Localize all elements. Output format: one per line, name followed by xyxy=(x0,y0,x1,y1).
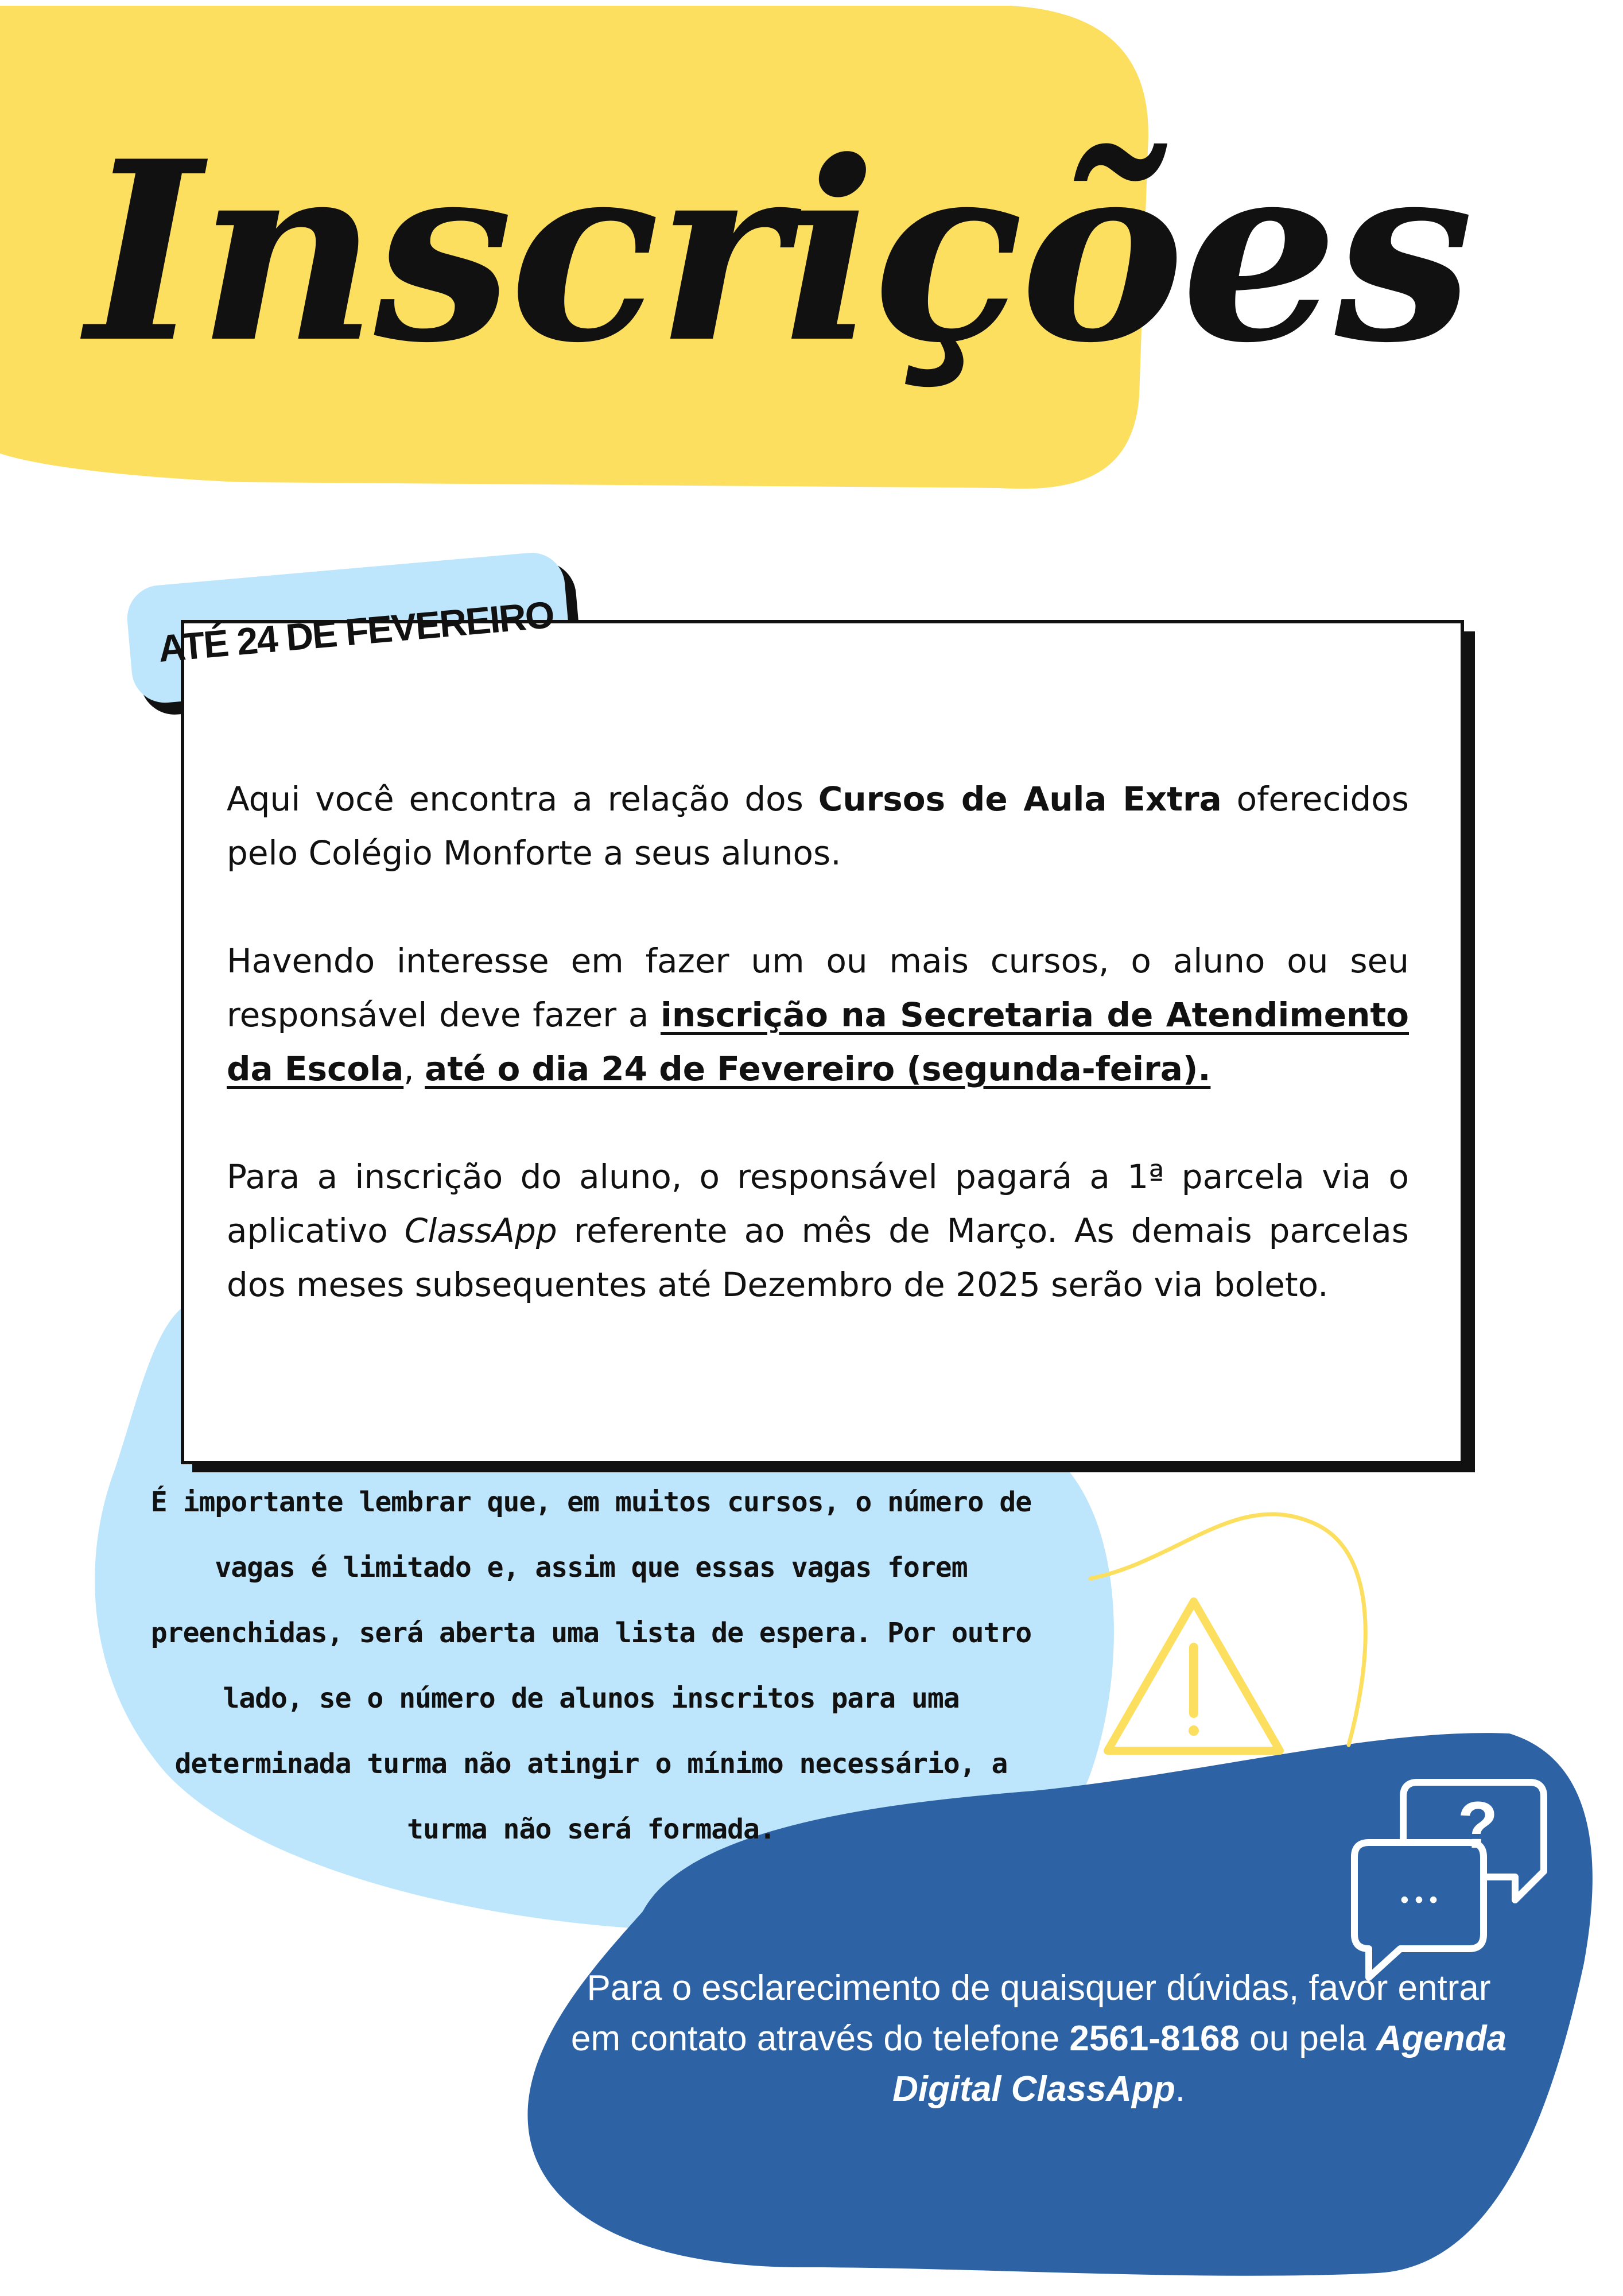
chat-question-mark: ? xyxy=(1457,1789,1498,1862)
contact-phone: 2561-8168 xyxy=(1069,2019,1240,2058)
date-tag: ATÉ 24 DE FEVEREIRO xyxy=(156,593,556,670)
enrollment-deadline: até o dia 24 de Fevereiro (segunda-feira). xyxy=(425,1049,1211,1088)
chat-dots: • • • xyxy=(1400,1887,1438,1913)
courses-highlight: Cursos de Aula Extra xyxy=(818,779,1222,819)
contact-text: Para o esclarecimento de quaisquer dúvidas, favor entrar em contato através do telefone 2561-8168 ou pela Agenda Digital ClassApp. xyxy=(570,1968,1507,2109)
warning-triangle-icon xyxy=(1108,1601,1280,1751)
contact-app: Agenda Digital ClassApp xyxy=(892,2019,1507,2109)
classapp-name: ClassApp xyxy=(404,1211,557,1250)
intro-paragraph-3: Para a inscrição do aluno, o responsável pagará a 1ª parcela via o aplicativo ClassApp referente ao mês de Março. As demais parcelas dos meses subsequentes até Dezembro de 2025 serão via boleto. xyxy=(227,1157,1409,1304)
enrollment-location: inscrição na Secretaria de Atendimento da Escola xyxy=(227,995,1409,1088)
intro-text xyxy=(227,772,1409,1312)
page-title: Inscrições xyxy=(86,107,1470,397)
intro-paragraph-1: Aqui você encontra a relação dos Cursos de Aula Extra oferecidos pelo Colégio Monforte a seus alunos. xyxy=(227,779,1409,872)
notice-text: É importante lembrar que, em muitos cursos, o número de vagas é limitado e, assim que essas vagas forem preenchidas, será aberta uma lista de espera. Por outro lado, se o número de alunos inscritos para uma determinada turma não atingir o mínimo necessário, a turma não será formada. xyxy=(150,1486,1032,1845)
intro-paragraph-2: Havendo interesse em fazer um ou mais cursos, o aluno ou seu responsável deve fazer a inscrição na Secretaria de Atendimento da Escola, até o dia 24 de Fevereiro (segunda-feira). xyxy=(227,941,1409,1088)
